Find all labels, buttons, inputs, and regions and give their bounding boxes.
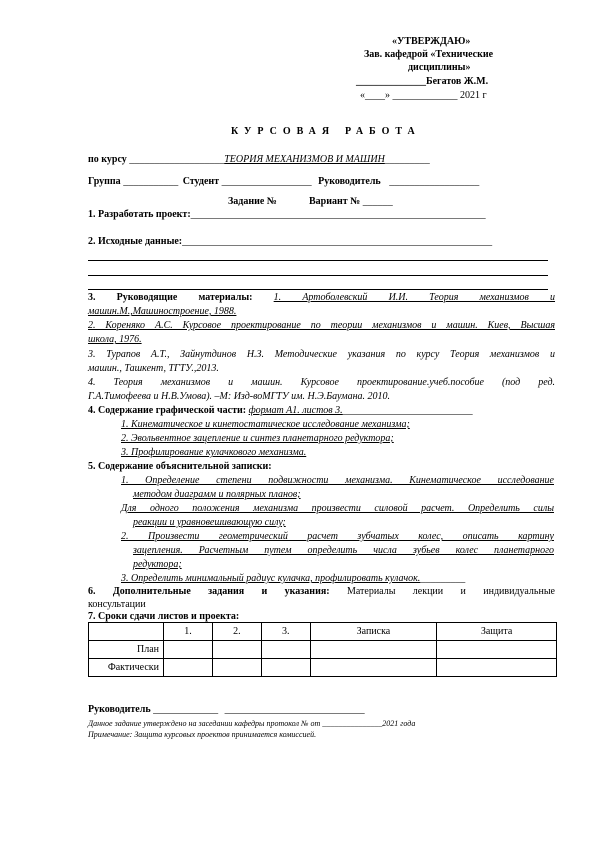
- table-cell[interactable]: [261, 641, 310, 659]
- section4-label: 4. Содержание графической части:: [88, 405, 247, 416]
- section1-row: [88, 209, 486, 220]
- table-header-cell: 3.: [261, 623, 310, 641]
- table-cell[interactable]: [310, 641, 436, 659]
- section4-item3: 3. Профилирование кулачкового механизма.: [121, 447, 307, 458]
- section4-blank: __________________________: [342, 405, 473, 416]
- footer-blank1: _____________: [153, 704, 219, 715]
- doc-title-course: КУРСОВАЯ: [231, 126, 336, 137]
- section2-blank: ______________________________________________________________: [182, 236, 493, 247]
- section3-item4: 4. Теория механизмов и машин. Курсовое проектирование.учеб.пособие (под ред.: [88, 377, 555, 388]
- table-header-row: [89, 623, 557, 641]
- variant-row: [309, 196, 393, 207]
- group-blank: ___________: [123, 176, 179, 187]
- section1-label: 1. Разработать проект:: [88, 209, 191, 220]
- table-header-cell: [89, 623, 164, 641]
- course-row: [88, 154, 430, 165]
- schedule-table: [88, 622, 557, 677]
- table-cell[interactable]: [212, 641, 261, 659]
- approval-signer: Бегатов Ж.М.: [426, 76, 489, 87]
- footer-blank2: ____________________________: [224, 704, 365, 715]
- section5-item3-cont2: редуктора;: [133, 559, 182, 570]
- section2-label: 2. Исходные данные:: [88, 236, 183, 247]
- section5-item3: 2. Произвести геометрический расчет зубчатых колес, описать картину: [121, 531, 554, 542]
- approval-line1: Зав. кафедрой «Технические: [364, 49, 494, 60]
- section5-item1: 1. Определение степени подвижности механизма. Кинематическое исследование: [121, 475, 554, 486]
- student-blank: __________________: [221, 176, 312, 187]
- footer-supervisor-row: [88, 704, 365, 715]
- table-header-cell: Записка: [310, 623, 436, 641]
- course-name: ТЕОРИЯ МЕХАНИЗМОВ И МАШИН: [224, 154, 385, 165]
- section3-first-line: [88, 292, 555, 303]
- variant-blank: ______: [362, 196, 393, 207]
- section3-item4-cont: Г.А.Тимофеева и Н.В.Умова). –М: Изд-воМГТУ им. Н.Э.Баумана. 2010.: [88, 391, 391, 402]
- variant-label: Вариант №: [309, 196, 361, 207]
- section3-item2: 2. Кореняко А.С. Курсовое проектирование по теории механизмов и машин. Киев, Высшая: [88, 320, 555, 331]
- section4-value: формат А1. листов 3.: [248, 405, 343, 416]
- table-cell[interactable]: [261, 659, 310, 677]
- section1-blank: ___________________________________________________________: [190, 209, 486, 220]
- section3-item1-cont: машин.М.,Машиностроение, 1988.: [88, 306, 237, 317]
- section5-item4-row: [121, 573, 465, 584]
- section4-item1: 1. Кинематическое и кинетостатическое исследование механизма;: [121, 419, 410, 430]
- supervisor-blank: __________________: [389, 176, 480, 187]
- table-header-cell: 1.: [164, 623, 213, 641]
- table-cell[interactable]: [164, 641, 213, 659]
- section4-item2: 2. Эвольвентное зацепление и синтез планетарного редуктора;: [121, 433, 394, 444]
- section6-text2: консультации: [88, 599, 146, 610]
- task-label: Задание №: [228, 196, 277, 207]
- footer-supervisor-label: Руководитель: [88, 704, 151, 715]
- section3-label: 3. Руководящие материалы:: [88, 292, 253, 303]
- section4-row: [88, 405, 473, 416]
- section5-tail: _________: [420, 573, 466, 584]
- row-label-plan: План: [89, 641, 164, 659]
- section6-row: [88, 586, 555, 597]
- section5-item2-cont: реакции и уравновешивающую силу;: [133, 517, 286, 528]
- section7-label: 7. Сроки сдачи листов и проекта:: [88, 611, 240, 622]
- section3-item2-cont: школа, 1976.: [88, 334, 142, 345]
- section6-label: 6. Дополнительные задания и указания:: [88, 586, 330, 597]
- section3-item3: 3. Турапов А.Т., Зайнутдинов Н.З. Методические указания по курсу Теория механизмов и: [88, 349, 555, 360]
- section5-item3-cont1: зацепления. Расчетным путем определить числа зубьев колес планетарного: [133, 545, 554, 556]
- section3-item1: 1. Артоболевский И.И. Теория механизмов и: [273, 292, 556, 303]
- footer-note1: Данное задание утверждено на заседании кафедры протокол № от _______________2021 года: [88, 719, 416, 728]
- group-row: [88, 176, 479, 187]
- footer-note2: Примечание: Защита курсовых проектов принимается комиссией.: [88, 730, 317, 739]
- supervisor-label: Руководитель: [318, 176, 381, 187]
- course-tail: _________: [384, 154, 430, 165]
- student-label: Студент: [182, 176, 220, 187]
- course-blank: ___________________: [129, 154, 225, 165]
- course-label: по курсу: [88, 154, 127, 165]
- section2-row: [88, 236, 492, 247]
- group-label: Группа: [88, 176, 121, 187]
- table-cell[interactable]: [164, 659, 213, 677]
- table-cell[interactable]: [437, 659, 557, 677]
- section5-item1-cont: методом диаграмм и полярных планов;: [133, 489, 301, 500]
- approval-line2: дисциплины»: [408, 62, 471, 73]
- table-header-cell: Защита: [437, 623, 557, 641]
- table-row: [89, 659, 557, 677]
- table-header-cell: 2.: [212, 623, 261, 641]
- section3-item3-cont: машин., Ташкент, ТГТУ.,2013.: [88, 363, 219, 374]
- doc-title-work: РАБОТА: [345, 126, 421, 137]
- row-label-actual: Фактически: [89, 659, 164, 677]
- section5-label: 5. Содержание объяснительной записки:: [88, 461, 272, 472]
- section2-line-1: [88, 260, 548, 261]
- table-cell[interactable]: [310, 659, 436, 677]
- section2-line-2: [88, 275, 548, 276]
- section5-item4: 3. Определить минимальный радиус кулачка, профилировать кулачок.: [121, 573, 421, 584]
- section2-line-3: [88, 289, 548, 290]
- approval-title: «УТВЕРЖДАЮ»: [392, 36, 471, 47]
- approval-signer-blank: ______________: [356, 76, 426, 87]
- table-row: [89, 641, 557, 659]
- approval-date: «____» _____________ 2021 г: [360, 90, 487, 101]
- table-cell[interactable]: [212, 659, 261, 677]
- section5-item2: Для одного положения механизма произвести силовой расчет. Определить силы: [121, 503, 554, 514]
- approval-signer-row: [356, 76, 488, 87]
- section6-text1: Материалы лекции и индивидуальные: [346, 586, 555, 597]
- table-cell[interactable]: [437, 641, 557, 659]
